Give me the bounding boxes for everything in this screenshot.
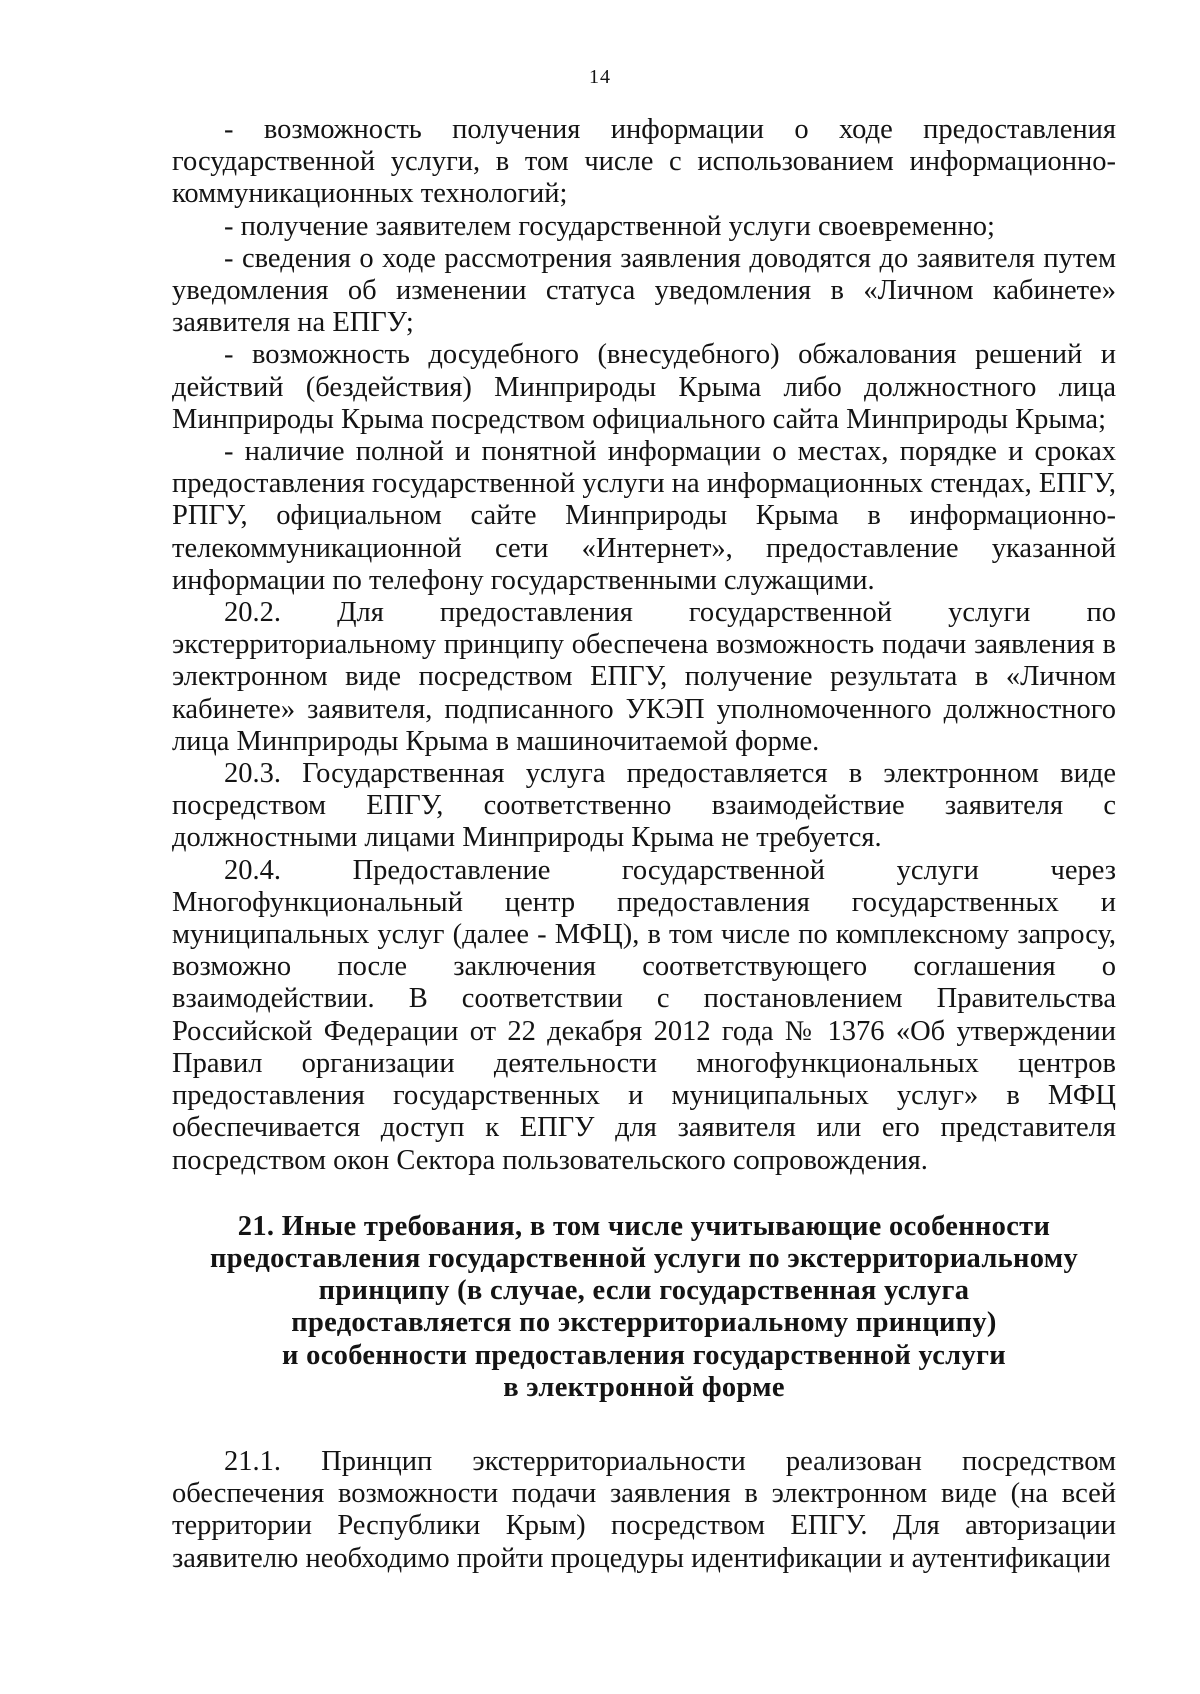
paragraph-21-1: 21.1. Принцип экстерриториальности реализован посредством обеспечения возможности подачи заявления в электронном виде (на всей территории Республики Крым) посредством ЕПГУ. Для авторизации заявителю необходимо пройти процедуры идентификации и аутентификации (172, 1445, 1116, 1574)
heading-line: предоставления государственной услуги по экстерриториальному (209, 1242, 1079, 1274)
paragraph-appeal: - возможность досудебного (внесудебного) обжалования решений и действий (бездействия) Минприроды Крыма либо должностного лица Минприроды Крыма посредством официального сайта Минприроды Крыма; (172, 339, 1116, 435)
paragraph-20-3: 20.3. Государственная услуга предоставляется в электронном виде посредством ЕПГУ, соответственно взаимодействие заявителя с должностными лицами Минприроды Крыма не требуется. (172, 758, 1116, 854)
heading-line: 21. Иные требования, в том числе учитывающие особенности (237, 1210, 1051, 1242)
paragraph-info-progress: - возможность получения информации о ходе предоставления государственной услуги, в том числе с использованием информационно-коммуникационных технологий; (172, 114, 1116, 210)
heading-line: в электронной форме (503, 1371, 785, 1403)
section-21-heading (172, 1211, 1116, 1404)
heading-line: предоставляется по экстерриториальному принципу) (291, 1307, 997, 1339)
paragraph-timely-service: - получение заявителем государственной услуги своевременно; (224, 210, 995, 242)
heading-line: и особенности предоставления государственной услуги (282, 1339, 1006, 1371)
paragraph-status-notification: - сведения о ходе рассмотрения заявления доводятся до заявителя путем уведомления об изменении статуса уведомления в «Личном кабинете» заявителя на ЕПГУ; (172, 242, 1116, 339)
paragraph-20-4: 20.4. Предоставление государственной услуги через Многофункциональный центр предоставления государственных и муниципальных услуг (далее - МФЦ), в том числе по комплексному запросу, возможно после заключения соответствующего соглашения о взаимодействии. В соответствии с постановлением Правительства Российской Федерации от 22 декабря 2012 года № 1376 «Об утверждении Правил организации деятельности многофункциональных центров предоставления государственных и муниципальных услуг» в МФЦ обеспечивается доступ к ЕПГУ для заявителя или его представителя посредством окон Сектора пользовательского сопровождения. (172, 854, 1116, 1176)
page-number: 14 (589, 66, 611, 88)
paragraph-information-availability: - наличие полной и понятной информации о местах, порядке и сроках предоставления государственной услуги на информационных стендах, ЕПГУ, РПГУ, официальном сайте Минприроды Крыма в информационно-телекоммуникационной сети «Интернет», предоставление указанной информации по телефону государственными служащими. (172, 436, 1116, 596)
document-body (172, 114, 1116, 1575)
heading-line: принципу (в случае, если государственная услуга (318, 1275, 970, 1307)
paragraph-20-2: 20.2. Для предоставления государственной услуги по экстерриториальному принципу обеспечена возможность подачи заявления в электронном виде посредством ЕПГУ, получение результата в «Личном кабинете» заявителя, подписанного УКЭП уполномоченного должностного лица Минприроды Крыма в машиночитаемой форме. (172, 597, 1116, 757)
